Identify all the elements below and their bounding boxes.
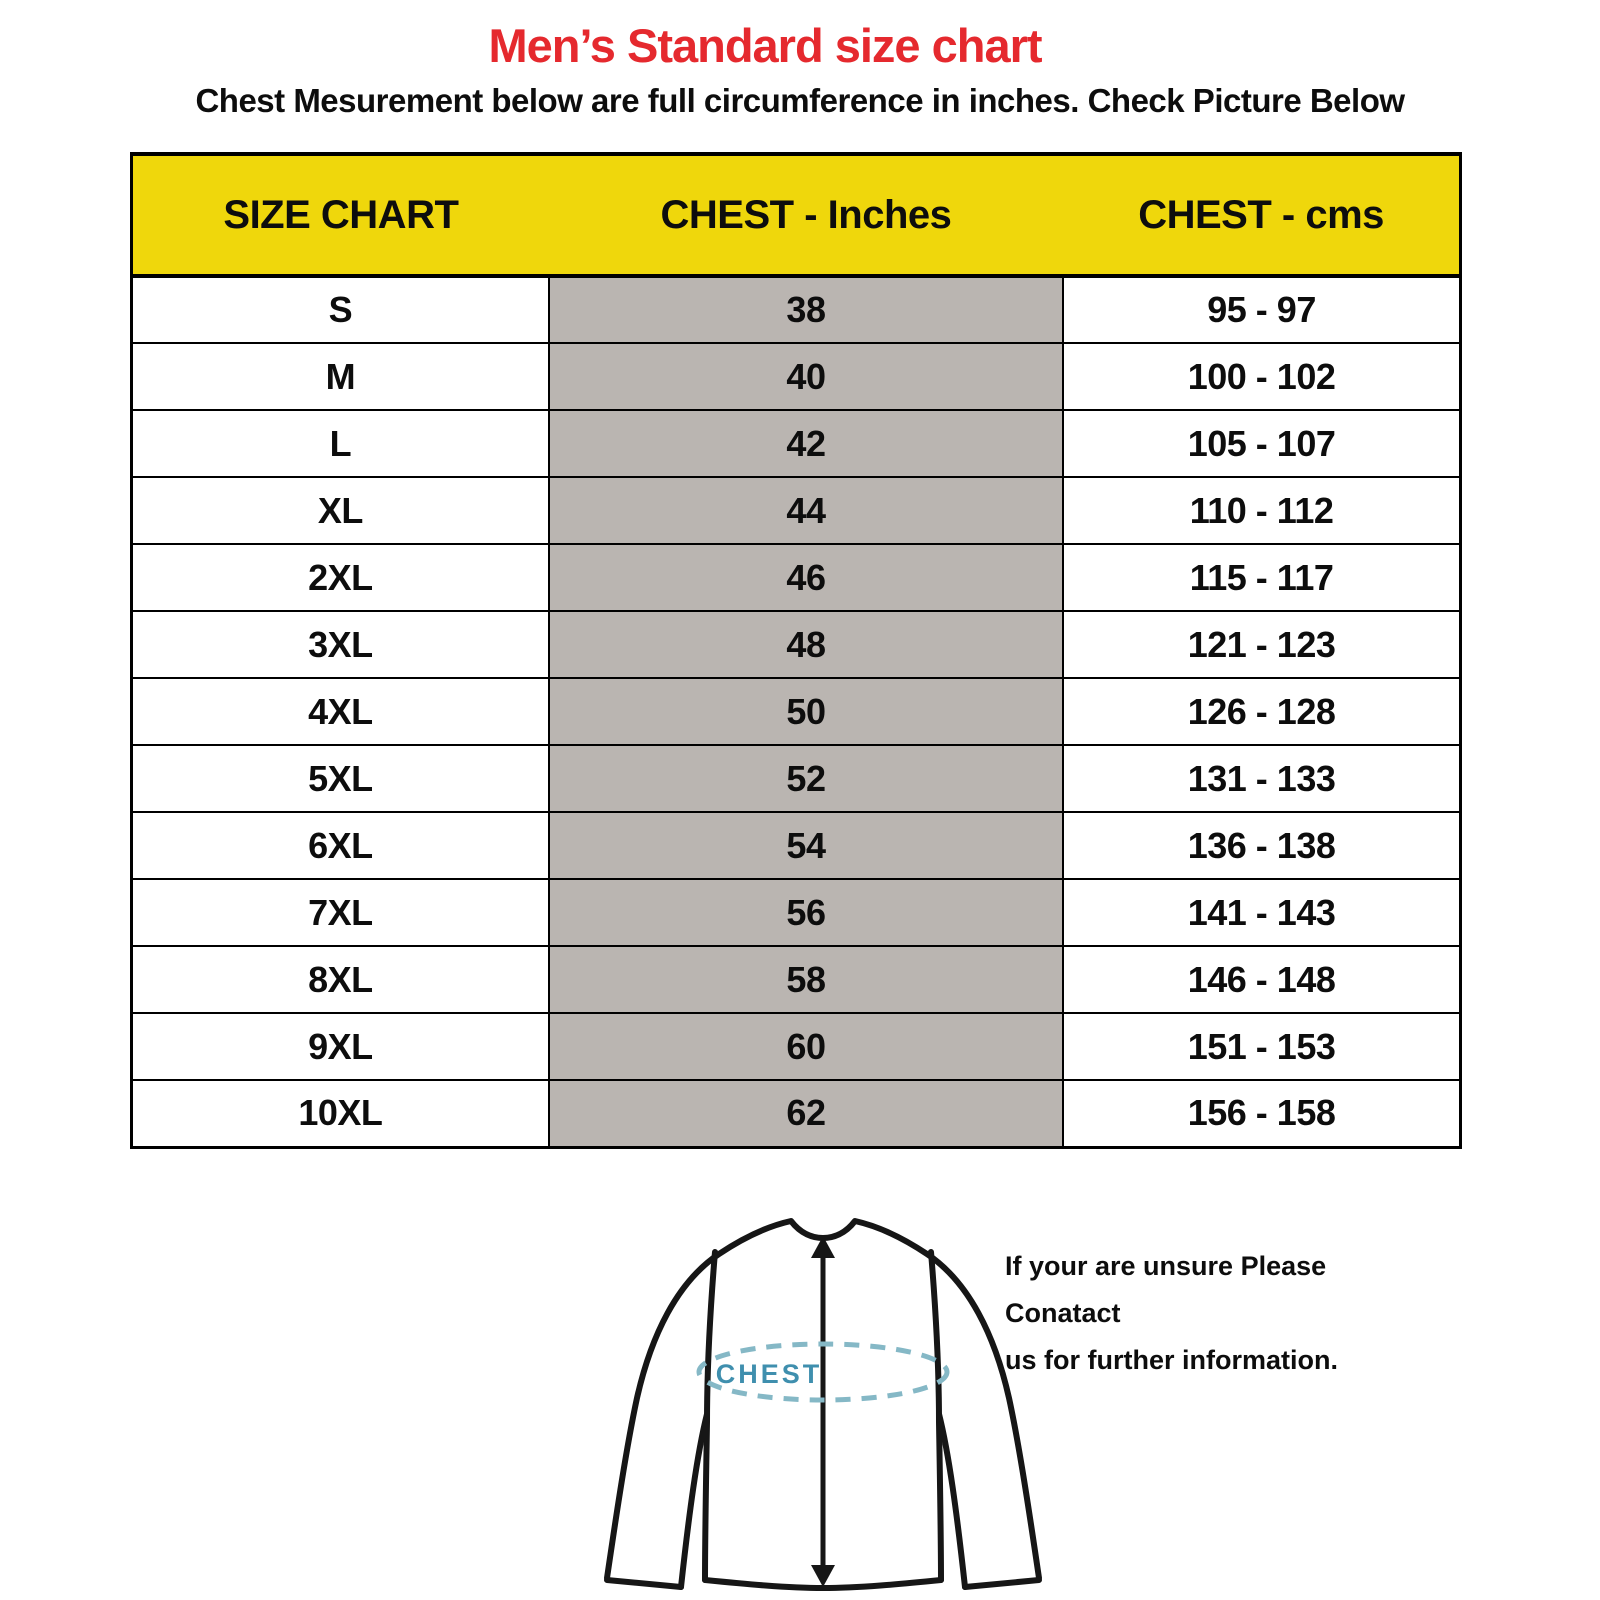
table-row (132, 343, 1461, 410)
note-line-1: If your are unsure Please Conatact (1005, 1251, 1327, 1328)
inches-cell: 56 (549, 879, 1063, 946)
table-row (132, 611, 1461, 678)
size-cell: 2XL (132, 544, 549, 611)
size-cell: S (132, 276, 549, 343)
cms-cell: 115 - 117 (1063, 544, 1460, 611)
table-row (132, 745, 1461, 812)
inches-cell: 50 (549, 678, 1063, 745)
size-cell: 5XL (132, 745, 549, 812)
size-cell: 6XL (132, 812, 549, 879)
size-table (130, 152, 1462, 1149)
cms-cell: 95 - 97 (1063, 276, 1460, 343)
size-cell: 9XL (132, 1013, 549, 1080)
size-cell: 4XL (132, 678, 549, 745)
header-chest-inches: CHEST - Inches (549, 154, 1063, 276)
page-subtitle: Chest Mesurement below are full circumference in inches. Check Picture Below (195, 82, 1405, 119)
table-row (132, 946, 1461, 1013)
header-size-chart: SIZE CHART (132, 154, 549, 276)
cms-cell: 151 - 153 (1063, 1013, 1460, 1080)
inches-cell: 42 (549, 410, 1063, 477)
size-cell: 7XL (132, 879, 549, 946)
inches-cell: 60 (549, 1013, 1063, 1080)
chest-label: CHEST (715, 1359, 823, 1389)
inches-cell: 48 (549, 611, 1063, 678)
table-row (132, 276, 1461, 343)
cms-cell: 110 - 112 (1063, 477, 1460, 544)
cms-cell: 105 - 107 (1063, 410, 1460, 477)
cms-cell: 131 - 133 (1063, 745, 1460, 812)
header-chest-cms: CHEST - cms (1063, 154, 1460, 276)
inches-cell: 46 (549, 544, 1063, 611)
table-row (132, 1080, 1461, 1147)
table-row (132, 410, 1461, 477)
cms-cell: 146 - 148 (1063, 946, 1460, 1013)
cms-cell: 141 - 143 (1063, 879, 1460, 946)
inches-cell: 58 (549, 946, 1063, 1013)
table-row (132, 477, 1461, 544)
inches-cell: 62 (549, 1080, 1063, 1147)
table-row (132, 1013, 1461, 1080)
size-cell: 8XL (132, 946, 549, 1013)
size-cell: 3XL (132, 611, 549, 678)
inches-cell: 52 (549, 745, 1063, 812)
size-cell: XL (132, 477, 549, 544)
header-row (132, 154, 1461, 276)
size-cell: 10XL (132, 1080, 549, 1147)
page-title: Men’s Standard size chart (488, 19, 1042, 72)
inches-cell: 44 (549, 477, 1063, 544)
cms-cell: 156 - 158 (1063, 1080, 1460, 1147)
note-line-2: us for further information. (1005, 1345, 1338, 1375)
inches-cell: 38 (549, 276, 1063, 343)
inches-cell: 40 (549, 343, 1063, 410)
cms-cell: 136 - 138 (1063, 812, 1460, 879)
table-row (132, 879, 1461, 946)
cms-cell: 100 - 102 (1063, 343, 1460, 410)
table-row (132, 812, 1461, 879)
cms-cell: 121 - 123 (1063, 611, 1460, 678)
table-row (132, 678, 1461, 745)
inches-cell: 54 (549, 812, 1063, 879)
length-arrow-icon (811, 1236, 835, 1587)
size-cell: M (132, 343, 549, 410)
cms-cell: 126 - 128 (1063, 678, 1460, 745)
contact-note (1005, 1243, 1445, 1384)
size-cell: L (132, 410, 549, 477)
table-row (132, 544, 1461, 611)
